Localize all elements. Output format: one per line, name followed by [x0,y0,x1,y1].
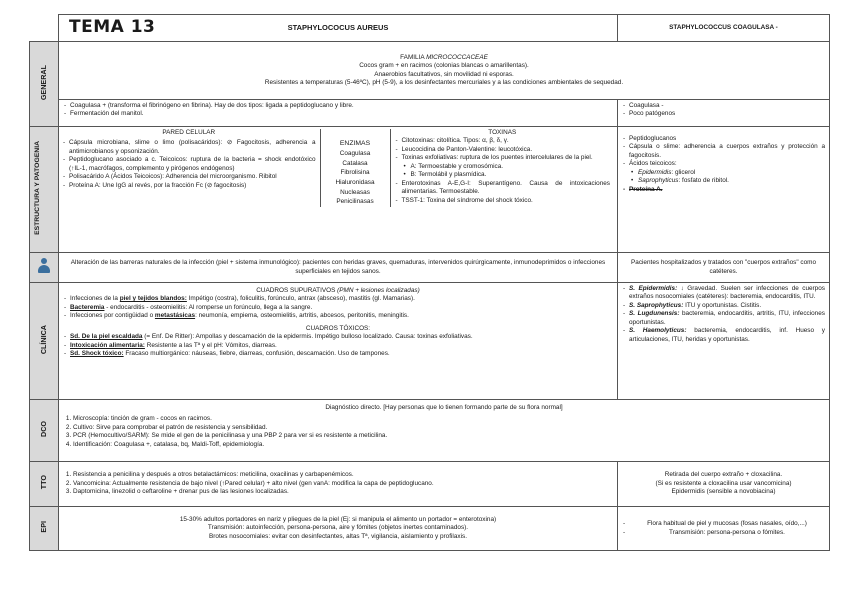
list-item: - Fermentación del manitol. [70,110,613,118]
huesped-aureus-cell: Alteración de las barreras naturales de la infección (piel + sistema inmunológico): pacientes con heridas graves, quemaduras, intervenidos quirúrgicamente, inmunodeprimidos o infecciones superficiales en tejidos sanos. [59,253,618,283]
list-item: - Flora habitual de piel y mucosas (fosas nasales, oído,...) [629,520,825,528]
header-row [30,15,830,42]
list-item: - Sd. De la piel escaldada (= Enf. De Ritter): Ampollas y descamación de la epidermis. Impétigo bulloso localizado. Causa: toxinas exfoliativas. [70,333,613,341]
list-item: - Coagulasa - [629,102,825,110]
clinica-coag-cell [618,283,830,400]
epi-row [30,507,830,551]
tto-coag-cell: Retirada del cuerpo extraño + cloxacilina. (Si es resistente a cloxacilina usar vancomicina) Epidermidis (sensible a novobiacina) [618,462,830,507]
enzimas-block: ENZIMAS Coagulasa Catalasa Fibrolisina Hialuronidasa Nucleasas Penicilinasas [320,129,390,207]
list-item: • B: Termolábil y plasmídica. [411,171,611,179]
list-item: 3. Daptomicina, linezolid o ceftaroline + drenar pus de las lesiones localizadas. [73,488,613,496]
list-item: • Saprophyticus: fosfato de ribitol. [638,177,825,185]
list-item: - Ácidos teicoicos: [629,160,825,168]
toxinas-block: TOXINAS - Citotoxinas: citolítica. Tipos: α, β, δ, γ. - Leucocidina de Panton-Valentine: leucotóxica. - Toxinas exfoliativas: ruptura de los puentes intercelulares de la piel. • A: Termoestable y cromosómica. • B: Termolábil y plasmídica. - Enterotoxinas A-E,G-I: Superantígeno. Causa de intoxicaciones alimentarias. Termoestable. - TSST-1: Toxina del síndrome del shock tóxico. [390,129,614,207]
list-item: - Toxinas exfoliativas: ruptura de los puentes intercelulares de la piel. [402,154,611,162]
list-item: - Infecciones por contigüidad o metastásicas: neumonía, empiema, osteomielitis, artritis, abcesos, peritonitis, meningitis. [70,312,613,320]
list-item: - Poco patógenos [629,110,825,118]
general-row-2 [30,100,830,127]
huesped-row [30,253,830,283]
list-item: - TSST-1: Toxina del síndrome del shock tóxico. [402,197,611,205]
estructura-aureus-cell [59,127,618,253]
clinica-row [30,283,830,400]
clinica-side-label: CLÍNICA [30,283,59,400]
general-side-label: GENERAL [30,42,59,127]
dco-side-label: DCO [30,400,59,462]
list-item: 1. Resistencia a penicilina y después a otros betalactámicos: meticilina, oxacilinas y carbapenémicos. [73,471,613,479]
huesped-side-label [30,253,59,283]
huesped-coag-cell: Pacientes hospitalizados y tratados con "cuerpos extraños" como catéteres. [618,253,830,283]
list-item: - Citotoxinas: citolítica. Tipos: α, β, δ, γ. [402,137,611,145]
list-item: - Leucocidina de Panton-Valentine: leucotóxica. [402,146,611,154]
list-item: - Coagulasa + (transforma el fibrinógeno en fibrina). Hay de dos tipos: ligada a peptidoglucano y libre. [70,102,613,110]
aureus-heading: STAPHYLOCOCUS AUREUS [287,23,389,33]
list-item: 2. Cultivo: Sirve para comprobar el patrón de resistencia y sensibilidad. [73,424,825,432]
epi-coag-cell [618,507,830,551]
list-item: • Epidermidis: glicerol [638,169,825,177]
list-item: 2. Vancomicina: Actualmente resistencia de bajo nivel (↑Pared celular) + alto nivel (gen vanA: modifica la capa de peptidoglucano. [73,480,613,488]
list-item: - S. Haemolyticus: bacteremia, endocarditis, inf. Hueso y articulaciones, ITU, heridas y oportunistas. [629,327,825,344]
header-main-cell [59,15,618,42]
list-item: 1. Microscopía: tinción de gram - cocos en racimos. [73,415,825,423]
list-item: - Polisacárido A (Ácidos Teicoicos): Adherencia del microorganismo. Ribitol [69,173,316,181]
estructura-side-label: ESTRUCTURA Y PATOGENIA [30,127,59,253]
person-icon [37,258,51,274]
list-item: - Proteína A. [629,186,825,194]
tto-side-label: TTO [30,462,59,507]
list-item: - Enterotoxinas A-E,G-I: Superantígeno. Causa de intoxicaciones alimentarias. Termoestable. [402,180,611,197]
list-item: - Intoxicación alimentaria: Resistente a las Tª y el pH: Vómitos, diarreas. [70,342,613,350]
estructura-subtable [62,129,614,207]
general-family-cell: FAMILIA MICROCOCCACEAE Cocos gram + en racimos (colonias blancas o amarillentas). Anaerobios facultativos, sin movilidad ni esporas. Resistentes a temperaturas (5-46ºC), pH (5-9), a los desinfectantes mercuriales y a las condiciones ambientales de sequedad. [59,42,830,100]
epi-aureus-cell: 15-30% adultos portadores en nariz y pliegues de la piel (Ej: si manipula el alimento un portador = enterotoxina) Transmisión: autoinfección, persona-persona, aire y fómites (objetos inertes contaminados). Brotes nosocomiales: evitar con desinfectantes, altas Tª, vigilancia, aislamiento y profilaxis. [59,507,618,551]
coagulasa-heading: STAPHYLOCOCCUS COAGULASA - [618,15,830,42]
list-item: 4. Identificación: Coagulasa +, catalasa, bq, Maldi-Toff, epidemiología. [73,441,825,449]
list-item: • A: Termoestable y cromosómica. [411,163,611,171]
list-item: - Cápsula microbiana, slime o limo (polisacáridos): ⊘ Fagocitosis, adherencia a antimicrobianos y opsonización. [69,139,316,156]
general-aureus-cell [59,100,618,127]
list-item: - Peptidoglucanos [629,135,825,143]
list-item: - Transmisión: persona-persona o fómites. [629,529,825,537]
list-item: - Bacteremia - endocarditis - osteomielitis: Al romperse un forúnculo, llega a la sangre. [70,304,613,312]
general-row-1 [30,42,830,100]
summary-table [29,14,830,551]
epi-side-label: EPI [30,507,59,551]
list-item: - Cápsula o slime: adherencia a cuerpos extraños y protección a fagocitosis. [629,143,825,160]
list-item: - Sd. Shock tóxico: Fracaso multiorgánico: náuseas, fiebre, diarreas, confusión, descamación. Uso de tampones. [70,350,613,358]
pared-celular-block: PARED CELULAR - Cápsula microbiana, slime o limo (polisacáridos): ⊘ Fagocitosis, adherencia a antimicrobianos y opsonización. - Peptidoglucano asociado a c. Teicoicos: ruptura de la bacteria = shock endotóxico (↑IL-1, macrófagos, complemento y pirógenos endógenos) - Polisacárido A (Ácidos Teicoicos): Adherencia del microorganismo. Ribitol - Proteína A: Une IgG al revés, por la fracción Fc (⊘ fagocitosis) [62,129,320,207]
estructura-coag-cell [618,127,830,253]
estructura-row [30,127,830,253]
dco-row [30,400,830,462]
general-coag-cell [618,100,830,127]
tema-title: TEMA 13 [69,17,156,37]
dco-cell: Diagnóstico directo. [Hay personas que lo tienen formando parte de su flora normal] 1. Microscopía: tinción de gram - cocos en racimos. 2. Cultivo: Sirve para comprobar el patrón de resistencia y sensibilidad. 3. PCR (Hemocultivo/SARM): Se mide el gen de la penicilinasa y una PBP 2 para ver si es resistente a meticilina. 4. Identificación: Coagulasa +, catalasa, bq, Maldi-Toff, epidemiología. [59,400,830,462]
list-item: - Proteína A: Une IgG al revés, por la fracción Fc (⊘ fagocitosis) [69,182,316,190]
clinica-aureus-cell: CUADROS SUPURATIVOS (PMN + lesiones localizadas) - Infecciones de la piel y tejidos blandos: Impétigo (costra), foliculitis, forúnculo, antrax (absceso), mastitis (gl. Mamarias). - Bacteremia - endocarditis - osteomielitis: Al romperse un forúnculo, llega a la sangre. - Infecciones por contigüidad o metastásicas: neumonía, empiema, osteomielitis, artritis, abcesos, peritonitis, meningitis. CUADROS TÓXICOS: - Sd. De la piel escaldada (= Enf. De Ritter): Ampollas y descamación de la epidermis. Impétigo bulloso localizado. Causa: toxinas exfoliativas. - Intoxicación alimentaria: Resistente a las Tª y el pH: Vómitos, diarreas. - Sd. Shock tóxico: Fracaso multiorgánico: náuseas, fiebre, diarreas, confusión, descamación. Uso de tampones. [59,283,618,400]
list-item: 3. PCR (Hemocultivo/SARM): Se mide el gen de la penicilinasa y una PBP 2 para ver si es resistente a meticilina. [73,432,825,440]
tto-row [30,462,830,507]
list-item: - S. Epidermidis: ↓ Gravedad. Suelen ser infecciones de cuerpos extraños nosocomiales (catéteres): bacteremia, endocarditis, ITU. [629,285,825,302]
list-item: - Infecciones de la piel y tejidos blandos: Impétigo (costra), foliculitis, forúnculo, antrax (absceso), mastitis (gl. Mamarias). [70,295,613,303]
tto-aureus-cell [59,462,618,507]
list-item: - S. Saprophyticus: ITU y oportunistas. Cistitis. [629,302,825,310]
list-item: - S. Lugdunensis: bacteremia, endocarditis, artritis, ITU, infecciones oportunistas. [629,310,825,327]
list-item: - Peptidoglucano asociado a c. Teicoicos: ruptura de la bacteria = shock endotóxico (↑IL-1, macrófagos, complemento y pirógenos endógenos) [69,156,316,173]
